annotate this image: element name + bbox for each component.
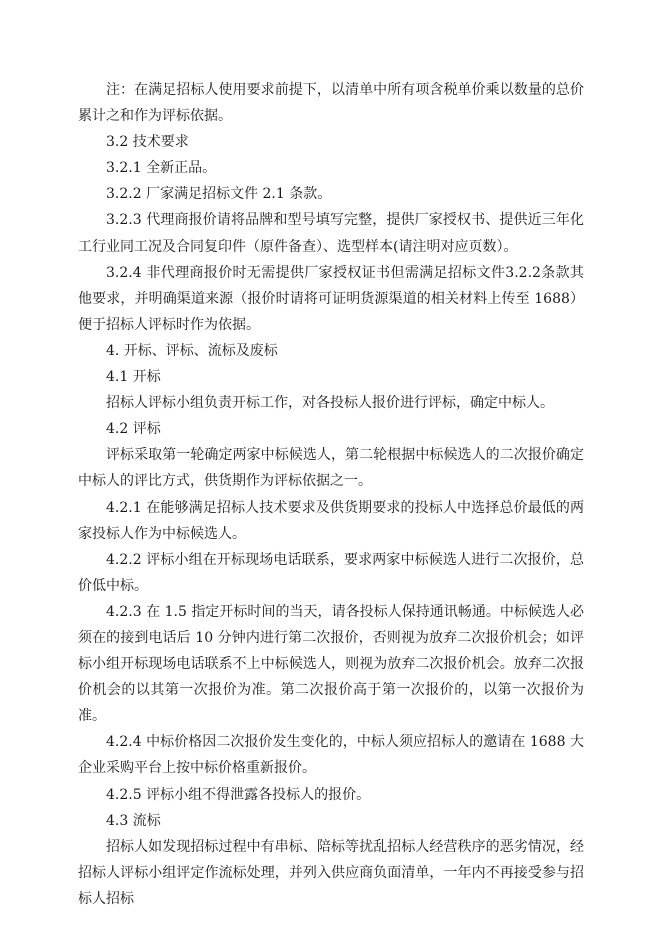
paragraph-3-2-1: 3.2.1 全新正品。	[106, 160, 217, 177]
heading-4-2-evaluation: 4.2 评标	[106, 421, 161, 438]
paragraph-3-2-4: 3.2.4 非代理商报价时无需提供厂家授权证书但需满足招标文件3.2.2条款其他要求，并明确渠道来源（报价时请将可证明货源渠道的相关材料上传至 1688）便于招标人评标时作为依据。	[78, 264, 584, 333]
heading-4-bid-opening-evaluation: 4. 开标、评标、流标及废标	[106, 342, 278, 359]
paragraph-4-2-2: 4.2.2 评标小组在开标现场电话联系，要求两家中标候选人进行二次报价，总价低中标。	[78, 551, 584, 594]
paragraph-4-2-3: 4.2.3 在 1.5 指定开标时间的当天，请各投标人保持通讯畅通。中标候选人必须在的接到电话后 10 分钟内进行第二次报价，否则视为放弃二次报价机会；如评标小组开标现场电话联系不上中标候选人，则视为放弃二次报价机会。放弃二次报价机会的以其第一次报价为准。第二次报价高于第一次报价的，以第一次报价为准。	[78, 603, 584, 725]
paragraph-3-2-3: 3.2.3 代理商报价请将品牌和型号填写完整，提供厂家授权书、提供近三年化工行业同工况及合同复印件（原件备查）、选型样本(请注明对应页数）。	[78, 212, 584, 255]
paragraph-4-3-body: 招标人如发现招标过程中有串标、陪标等扰乱招标人经营秩序的恶劣情况，经招标人评标小组评定作流标处理，并列入供应商负面清单，一年内不再接受参与招标人招标	[78, 838, 584, 907]
heading-3-2-technical-requirements: 3.2 技术要求	[106, 134, 189, 151]
document-page	[78, 77, 584, 912]
heading-4-1-bid-opening: 4.1 开标	[106, 369, 161, 386]
paragraph-note: 注：在满足招标人使用要求前提下，以清单中所有项含税单价乘以数量的总价累计之和作为评标依据。	[78, 82, 584, 125]
paragraph-4-2-body: 评标采取第一轮确定两家中标候选人，第二轮根据中标候选人的二次报价确定中标人的评比方式，供货期作为评标依据之一。	[78, 447, 584, 490]
paragraph-4-2-1: 4.2.1 在能够满足招标人技术要求及供货期要求的投标人中选择总价最低的两家投标人作为中标候选人。	[78, 499, 584, 542]
paragraph-4-2-4: 4.2.4 中标价格因二次报价发生变化的，中标人须应招标人的邀请在 1688 大企业采购平台上按中标价格重新报价。	[78, 734, 584, 777]
paragraph-4-2-5: 4.2.5 评标小组不得泄露各投标人的报价。	[106, 786, 371, 803]
paragraph-4-1-body: 招标人评标小组负责开标工作，对各投标人报价进行评标，确定中标人。	[106, 395, 554, 412]
heading-4-3-failed-bid: 4.3 流标	[106, 812, 161, 829]
paragraph-3-2-2: 3.2.2 厂家满足招标文件 2.1 条款。	[106, 186, 332, 203]
